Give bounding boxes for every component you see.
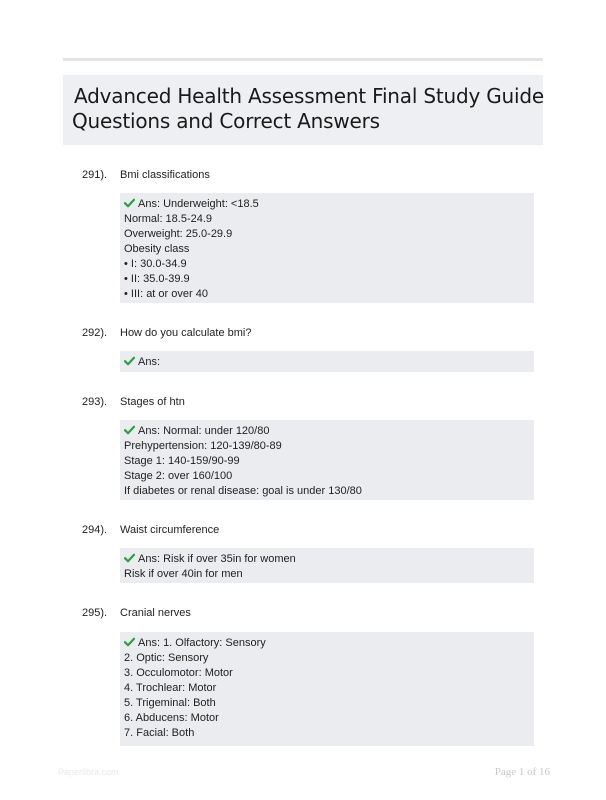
answer-box (120, 632, 534, 746)
question-number: 292). (82, 327, 108, 339)
question-text: Cranial nerves (120, 607, 191, 619)
check-icon (124, 198, 135, 208)
answer-line: • III: at or over 40 (124, 288, 208, 300)
answer-line: Normal: 18.5-24.9 (124, 213, 213, 225)
title-line-2: Questions and Correct Answers (72, 109, 380, 133)
answer-line: • II: 35.0-39.9 (124, 273, 190, 285)
question-text: Bmi classifications (120, 169, 210, 181)
question-number: 291). (82, 169, 108, 181)
answer-line: Obesity class (124, 243, 190, 255)
answer-line: 4. Trochlear: Motor (124, 682, 217, 694)
answer-line: 7. Facial: Both (124, 727, 195, 739)
answer-line: Ans: Normal: under 120/80 (124, 424, 530, 439)
question-number: 295). (82, 607, 108, 619)
answer-line: Stage 2: over 160/100 (124, 470, 233, 482)
answer-box (120, 420, 534, 500)
answer-line: Prehypertension: 120-139/80-89 (124, 440, 282, 452)
answer-line: 2. Optic: Sensory (124, 652, 209, 664)
answer-line: 3. Occulomotor: Motor (124, 667, 233, 679)
answer-line: Ans: Risk if over 35in for women (124, 552, 530, 567)
check-icon (124, 425, 135, 435)
answer-line: Overweight: 25.0-29.9 (124, 228, 233, 240)
answer-line: 5. Trigeminal: Both (124, 697, 216, 709)
document-title (63, 75, 543, 145)
page-number: Page 1 of 16 (494, 766, 550, 778)
answer-line: • I: 30.0-34.9 (124, 258, 187, 270)
answer-line: If diabetes or renal disease: goal is under 130/80 (124, 485, 362, 497)
answer-line: Risk if over 40in for men (124, 568, 243, 580)
question-text: Waist circumference (120, 524, 220, 536)
answer-line: 6. Abducens: Motor (124, 712, 219, 724)
answer-box (120, 351, 534, 372)
question-text: How do you calculate bmi? (120, 327, 252, 339)
answer-line: Ans: 1. Olfactory: Sensory (124, 636, 530, 651)
check-icon (124, 637, 135, 647)
question-text: Stages of htn (120, 396, 185, 408)
footer-watermark: Paperlibra.com (58, 767, 119, 777)
top-divider (63, 58, 543, 61)
question-number: 293). (82, 396, 108, 408)
answer-box (120, 193, 534, 303)
check-icon (124, 553, 135, 563)
title-line-1: Advanced Health Assessment Final Study Guide (74, 84, 544, 108)
check-icon (124, 356, 135, 366)
answer-line: Stage 1: 140-159/90-99 (124, 455, 240, 467)
answer-line: Ans: (124, 355, 530, 370)
question-number: 294). (82, 524, 108, 536)
answer-box (120, 548, 534, 583)
answer-line: Ans: Underweight: <18.5 (124, 197, 530, 212)
